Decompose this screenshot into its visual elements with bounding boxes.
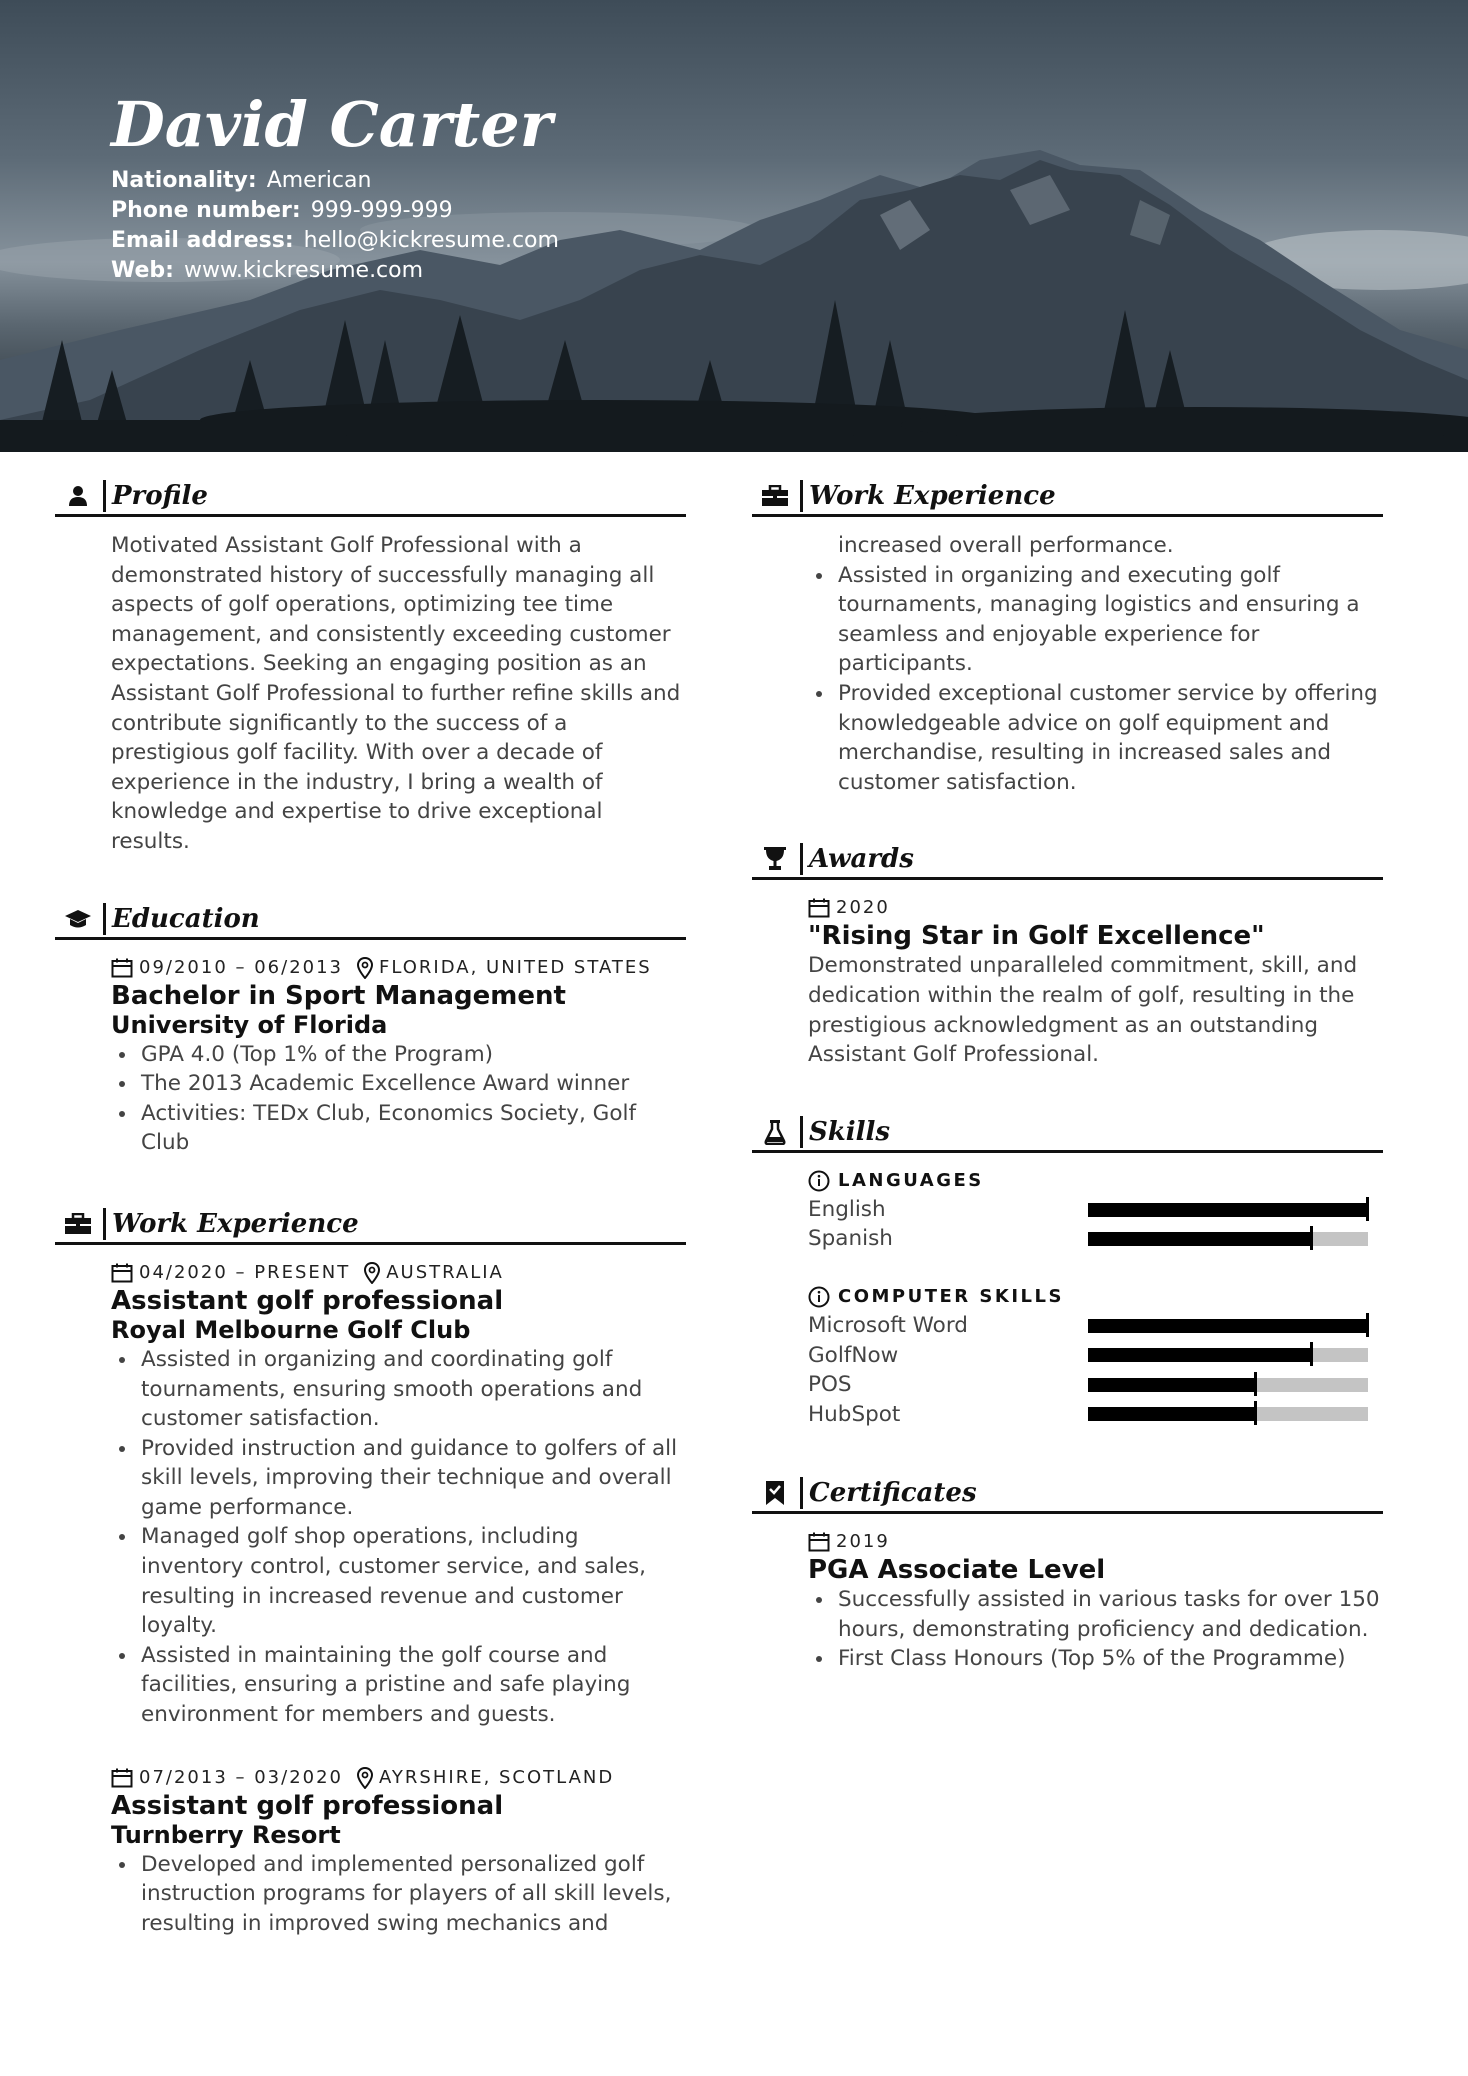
list-item: Assisted in organizing and coordinating golf tournaments, ensuring smooth operations and customer satisfaction. (141, 1345, 686, 1434)
header-banner (0, 0, 1468, 452)
skill-bar (1088, 1348, 1368, 1362)
section-title: Work Experience (112, 1208, 359, 1239)
bullet-continuation: increased overall performance. (838, 533, 1174, 558)
work-bullets (808, 561, 1383, 798)
section-divider (800, 843, 803, 875)
skill-bar (1088, 1319, 1368, 1333)
skill-bar-fill (1088, 1378, 1256, 1392)
job-title: Assistant golf professional (111, 1285, 504, 1316)
contact-label: Phone number: (111, 198, 301, 223)
award-name: "Rising Star in Golf Excellence" (808, 921, 1265, 952)
contact-web (111, 256, 559, 286)
info-icon (808, 1286, 830, 1308)
section-header (752, 1114, 1383, 1153)
education-bullets (111, 1040, 686, 1158)
skill-bar-fill (1088, 1203, 1368, 1217)
list-item: Provided instruction and guidance to golfers of all skill levels, improving their technique and overall game performance. (141, 1434, 686, 1523)
award-description: Demonstrated unparalleled commitment, skill, and dedication within the realm of golf, resulting in the prestigious acknowledgment as an outstanding Assistant Golf Professional. (808, 953, 1358, 1068)
work-experience-continued-section (752, 478, 1383, 797)
section-title: Profile (112, 481, 208, 511)
calendar-icon (808, 898, 830, 918)
info-icon (808, 1170, 830, 1192)
header-text (111, 88, 559, 286)
section-divider (103, 903, 106, 935)
list-item: First Class Honours (Top 5% of the Programme) (838, 1644, 1383, 1674)
list-item: GPA 4.0 (Top 1% of the Program) (141, 1040, 686, 1070)
skill-row (808, 1400, 1383, 1430)
work-bullets (111, 1345, 686, 1730)
skill-name: HubSpot (808, 1401, 901, 1427)
skill-bar (1088, 1407, 1368, 1421)
web-link[interactable]: www.kickresume.com (183, 258, 424, 283)
entry-date: 07/2013 – 03/2020 (139, 1766, 343, 1788)
list-item: Developed and implemented personalized golf instruction programs for players of all skill levels, resulting in improved swing mechanics and (141, 1850, 686, 1939)
skill-bar-fill (1088, 1319, 1368, 1333)
briefcase-icon (760, 481, 790, 511)
section-header (55, 1206, 686, 1245)
section-divider (103, 480, 106, 512)
right-column (752, 478, 1383, 1674)
list-item: Successfully assisted in various tasks for over 150 hours, demonstrating proficiency and dedication. (838, 1585, 1383, 1644)
skill-bar (1088, 1203, 1368, 1217)
location-pin-icon (357, 1767, 373, 1789)
location-pin-icon (364, 1262, 380, 1284)
section-title: Awards (809, 844, 914, 875)
contact-label: Nationality: (111, 168, 257, 193)
skill-bar-fill (1088, 1232, 1312, 1246)
calendar-icon (111, 1263, 133, 1283)
work-entry (55, 1259, 686, 1730)
skill-name: GolfNow (808, 1342, 899, 1368)
skill-category-label: LANGUAGES (838, 1169, 984, 1191)
skill-bar (1088, 1232, 1368, 1246)
skill-category-label: COMPUTER SKILLS (838, 1285, 1064, 1307)
entry-location: FLORIDA, UNITED STATES (379, 956, 652, 978)
entry-date: 2020 (836, 897, 890, 919)
list-item: The 2013 Academic Excellence Award winner (141, 1069, 686, 1099)
calendar-icon (111, 1768, 133, 1788)
certificate-entry (752, 1528, 1383, 1674)
certificate-bullets (808, 1585, 1383, 1674)
entry-meta (808, 1528, 1383, 1556)
skill-row (808, 1370, 1383, 1400)
entry-meta (111, 1259, 686, 1287)
skill-row (808, 1311, 1383, 1341)
section-header (55, 478, 686, 517)
entry-location: AYRSHIRE, SCOTLAND (379, 1766, 615, 1788)
skill-bar-fill (1088, 1348, 1312, 1362)
list-item: Activities: TEDx Club, Economics Society, Golf Club (141, 1099, 686, 1158)
candidate-name: David Carter (111, 88, 553, 161)
skills-section (752, 1114, 1383, 1430)
skill-category (808, 1167, 1383, 1195)
contact-label: Email address: (111, 228, 294, 253)
contact-label: Web: (111, 258, 174, 283)
entry-meta (111, 1764, 686, 1792)
list-item: Assisted in organizing and executing golf tournaments, managing logistics and ensuring a seamless and enjoyable experience for participants. (838, 561, 1383, 679)
calendar-icon (111, 958, 133, 978)
work-entry (55, 1764, 686, 1939)
entry-date: 2019 (836, 1531, 890, 1553)
section-divider (103, 1208, 106, 1240)
skill-name: English (808, 1196, 886, 1222)
entry-meta (111, 954, 686, 982)
skill-category (808, 1283, 1383, 1311)
list-item: Provided exceptional customer service by offering knowledgeable advice on golf equipment and merchandise, resulting in increased sales and customer satisfaction. (838, 679, 1383, 797)
school-name: University of Florida (111, 1010, 388, 1039)
briefcase-icon (63, 1209, 93, 1239)
skill-bar-fill (1088, 1407, 1256, 1421)
skill-bar (1088, 1378, 1368, 1392)
entry-meta (808, 894, 1383, 922)
profile-section (55, 478, 686, 857)
section-divider (800, 1477, 803, 1509)
section-header (752, 478, 1383, 517)
section-title: Work Experience (809, 481, 1056, 511)
section-divider (800, 1116, 803, 1148)
contact-nationality (111, 166, 559, 196)
contact-value: American (266, 168, 372, 193)
education-entry (55, 954, 686, 1158)
skill-name: POS (808, 1372, 852, 1398)
section-title: Skills (809, 1116, 891, 1147)
flask-icon (760, 1117, 790, 1147)
company-name: Royal Melbourne Golf Club (111, 1315, 471, 1344)
award-entry (752, 894, 1383, 1069)
contact-value: 999-999-999 (310, 198, 453, 223)
work-experience-section (55, 1206, 686, 1939)
email-link[interactable]: hello@kickresume.com (303, 228, 559, 253)
list-item: Managed golf shop operations, including inventory control, customer service, and sales, resulting in increased revenue and customer loyalty. (141, 1522, 686, 1640)
degree-title: Bachelor in Sport Management (111, 980, 566, 1011)
section-title: Certificates (809, 1478, 977, 1509)
section-header (752, 841, 1383, 880)
education-section (55, 901, 686, 1158)
list-item: Assisted in maintaining the golf course and facilities, ensuring a pristine and safe playing environment for members and guests. (141, 1641, 686, 1730)
skill-name: Microsoft Word (808, 1312, 968, 1338)
section-header (752, 1475, 1383, 1514)
entry-date: 09/2010 – 06/2013 (139, 956, 343, 978)
job-title: Assistant golf professional (111, 1790, 504, 1821)
work-bullets (111, 1850, 686, 1939)
contact-email (111, 226, 559, 256)
awards-section (752, 841, 1383, 1069)
entry-date: 04/2020 – PRESENT (139, 1261, 351, 1283)
section-header (55, 901, 686, 940)
section-title: Education (112, 903, 260, 934)
calendar-icon (808, 1532, 830, 1552)
work-entry-continued (752, 531, 1383, 797)
certificates-section (752, 1475, 1383, 1674)
skill-row (808, 1341, 1383, 1371)
contact-phone (111, 196, 559, 226)
entry-location: AUSTRALIA (386, 1261, 504, 1283)
left-column (55, 478, 686, 1938)
skill-row (808, 1195, 1383, 1225)
profile-text: Motivated Assistant Golf Professional with a demonstrated history of successfully managing all aspects of golf operations, optimizing tee time management, and consistently exceeding customer expectations. Seeking an engaging position as an Assistant Golf Professional to further refine skills and contribute significantly to the success of a prestigious golf facility. With over a decade of experience in the industry, I bring a wealth of knowledge and expertise to drive exceptional results. (111, 533, 681, 854)
skill-row (808, 1224, 1383, 1254)
graduation-cap-icon (63, 904, 93, 934)
bookmark-icon (760, 1478, 790, 1508)
company-name: Turnberry Resort (111, 1820, 341, 1849)
location-pin-icon (357, 957, 373, 979)
trophy-icon (760, 844, 790, 874)
certificate-name: PGA Associate Level (808, 1555, 1106, 1586)
skills-body (752, 1167, 1383, 1430)
skill-name: Spanish (808, 1226, 893, 1252)
section-divider (800, 480, 803, 512)
person-icon (63, 481, 93, 511)
